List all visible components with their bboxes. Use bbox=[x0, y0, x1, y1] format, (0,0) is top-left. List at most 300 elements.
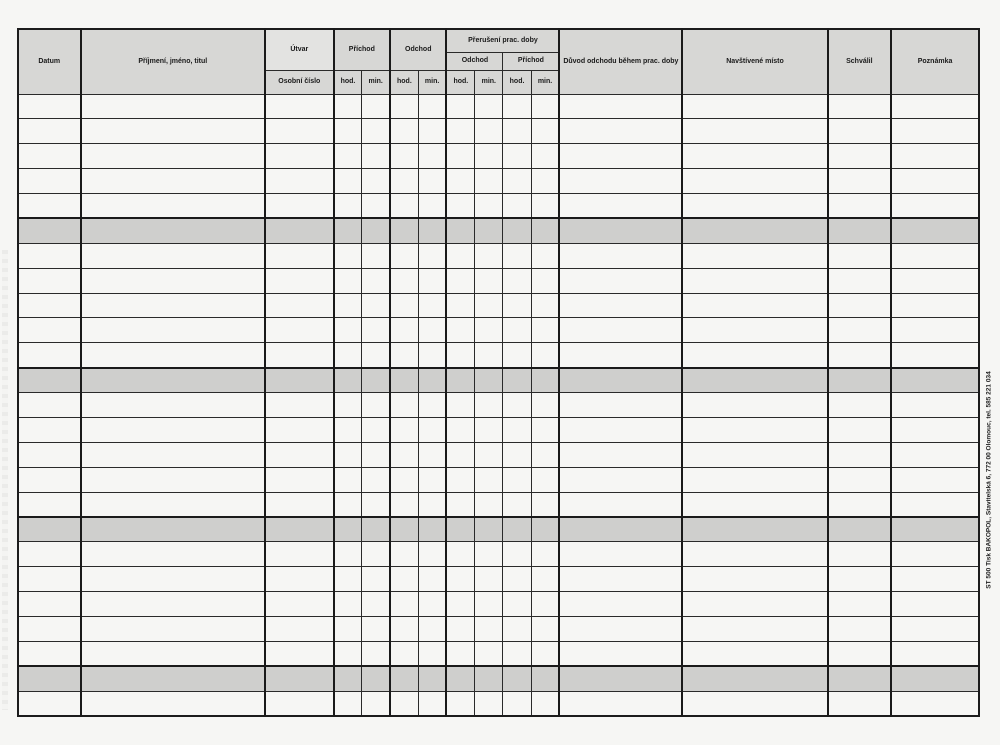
table-cell bbox=[81, 666, 266, 691]
table-cell bbox=[18, 169, 81, 194]
table-cell bbox=[390, 616, 418, 641]
table-cell bbox=[446, 218, 474, 243]
table-cell bbox=[418, 368, 446, 393]
table-cell bbox=[446, 641, 474, 666]
table-cell bbox=[559, 144, 682, 169]
table-cell bbox=[418, 691, 446, 716]
header-departure: Odchod bbox=[390, 29, 446, 70]
table-cell bbox=[334, 144, 362, 169]
table-cell bbox=[390, 94, 418, 119]
header-minute: min. bbox=[418, 70, 446, 94]
table-cell bbox=[891, 542, 979, 567]
table-cell bbox=[81, 393, 266, 418]
table-cell bbox=[891, 218, 979, 243]
table-cell bbox=[475, 194, 503, 219]
header-minute: min. bbox=[531, 70, 559, 94]
table-cell bbox=[475, 243, 503, 268]
table-cell bbox=[334, 94, 362, 119]
table-cell bbox=[362, 467, 390, 492]
header-note: Poznámka bbox=[891, 29, 979, 94]
table-cell bbox=[390, 194, 418, 219]
table-cell bbox=[334, 218, 362, 243]
table-cell bbox=[81, 169, 266, 194]
header-unit: Útvar bbox=[265, 29, 334, 70]
table-cell bbox=[446, 194, 474, 219]
table-cell bbox=[418, 442, 446, 467]
table-cell bbox=[446, 169, 474, 194]
table-cell bbox=[18, 691, 81, 716]
table-cell bbox=[559, 218, 682, 243]
table-cell bbox=[531, 641, 559, 666]
table-cell bbox=[418, 293, 446, 318]
table-cell bbox=[828, 567, 892, 592]
table-cell bbox=[559, 293, 682, 318]
table-cell bbox=[265, 393, 334, 418]
table-cell bbox=[390, 567, 418, 592]
table-cell bbox=[418, 542, 446, 567]
table-cell bbox=[18, 542, 81, 567]
table-cell bbox=[418, 616, 446, 641]
table-cell bbox=[334, 393, 362, 418]
table-cell bbox=[891, 393, 979, 418]
table-cell bbox=[418, 467, 446, 492]
header-interruption-departure: Odchod bbox=[446, 52, 502, 70]
table-cell bbox=[475, 592, 503, 617]
table-cell bbox=[390, 417, 418, 442]
table-cell bbox=[81, 218, 266, 243]
table-cell bbox=[531, 268, 559, 293]
table-cell bbox=[362, 144, 390, 169]
table-cell bbox=[81, 691, 266, 716]
scan-edge bbox=[2, 250, 8, 710]
table-cell bbox=[18, 268, 81, 293]
table-cell bbox=[362, 218, 390, 243]
table-cell bbox=[265, 492, 334, 517]
table-cell bbox=[828, 169, 892, 194]
table-cell bbox=[334, 517, 362, 542]
table-cell bbox=[531, 169, 559, 194]
table-row bbox=[18, 318, 979, 343]
table-cell bbox=[531, 616, 559, 641]
table-cell bbox=[81, 194, 266, 219]
table-cell bbox=[18, 119, 81, 144]
table-cell bbox=[418, 641, 446, 666]
table-cell bbox=[390, 393, 418, 418]
table-cell bbox=[828, 94, 892, 119]
table-cell bbox=[362, 417, 390, 442]
table-cell bbox=[828, 368, 892, 393]
table-cell bbox=[18, 94, 81, 119]
table-cell bbox=[503, 268, 531, 293]
table-cell bbox=[265, 243, 334, 268]
table-row bbox=[18, 666, 979, 691]
table-cell bbox=[503, 194, 531, 219]
table-cell bbox=[418, 592, 446, 617]
table-cell bbox=[362, 517, 390, 542]
table-cell bbox=[390, 517, 418, 542]
table-cell bbox=[828, 616, 892, 641]
table-cell bbox=[334, 417, 362, 442]
table-cell bbox=[81, 492, 266, 517]
table-cell bbox=[362, 343, 390, 368]
table-cell bbox=[682, 666, 827, 691]
header-personal-number: Osobní číslo bbox=[265, 70, 334, 94]
table-cell bbox=[390, 691, 418, 716]
table-cell bbox=[682, 393, 827, 418]
table-cell bbox=[18, 442, 81, 467]
table-cell bbox=[81, 268, 266, 293]
table-cell bbox=[828, 442, 892, 467]
table-cell bbox=[559, 592, 682, 617]
table-cell bbox=[334, 666, 362, 691]
table-cell bbox=[531, 567, 559, 592]
table-cell bbox=[891, 442, 979, 467]
table-cell bbox=[18, 144, 81, 169]
table-cell bbox=[503, 567, 531, 592]
table-cell bbox=[334, 542, 362, 567]
table-cell bbox=[559, 318, 682, 343]
table-cell bbox=[334, 243, 362, 268]
table-cell bbox=[828, 268, 892, 293]
table-cell bbox=[362, 368, 390, 393]
table-cell bbox=[81, 442, 266, 467]
table-cell bbox=[503, 442, 531, 467]
table-cell bbox=[18, 467, 81, 492]
table-cell bbox=[265, 144, 334, 169]
table-cell bbox=[418, 666, 446, 691]
table-cell bbox=[682, 144, 827, 169]
table-cell bbox=[334, 492, 362, 517]
table-cell bbox=[475, 691, 503, 716]
table-cell bbox=[531, 393, 559, 418]
table-cell bbox=[18, 194, 81, 219]
table-cell bbox=[891, 194, 979, 219]
header-minute: min. bbox=[362, 70, 390, 94]
table-cell bbox=[334, 293, 362, 318]
table-cell bbox=[418, 417, 446, 442]
table-cell bbox=[390, 641, 418, 666]
table-cell bbox=[418, 144, 446, 169]
table-cell bbox=[265, 268, 334, 293]
table-cell bbox=[362, 616, 390, 641]
attendance-form-table bbox=[17, 28, 980, 717]
table-cell bbox=[475, 169, 503, 194]
table-cell bbox=[828, 417, 892, 442]
table-cell bbox=[390, 343, 418, 368]
table-cell bbox=[503, 542, 531, 567]
table-cell bbox=[475, 417, 503, 442]
table-cell bbox=[559, 343, 682, 368]
table-cell bbox=[446, 417, 474, 442]
table-cell bbox=[81, 567, 266, 592]
table-cell bbox=[265, 517, 334, 542]
table-cell bbox=[682, 343, 827, 368]
table-cell bbox=[559, 243, 682, 268]
table-cell bbox=[559, 442, 682, 467]
table-cell bbox=[682, 119, 827, 144]
table-cell bbox=[531, 343, 559, 368]
table-cell bbox=[362, 119, 390, 144]
table-cell bbox=[891, 616, 979, 641]
table-cell bbox=[446, 293, 474, 318]
table-cell bbox=[531, 666, 559, 691]
table-cell bbox=[682, 467, 827, 492]
table-cell bbox=[446, 567, 474, 592]
table-cell bbox=[18, 243, 81, 268]
table-cell bbox=[503, 393, 531, 418]
table-cell bbox=[559, 492, 682, 517]
table-cell bbox=[531, 492, 559, 517]
table-cell bbox=[418, 492, 446, 517]
table-cell bbox=[446, 343, 474, 368]
table-cell bbox=[446, 517, 474, 542]
table-cell bbox=[81, 542, 266, 567]
table-cell bbox=[503, 94, 531, 119]
table-cell bbox=[265, 94, 334, 119]
table-cell bbox=[559, 567, 682, 592]
table-cell bbox=[682, 616, 827, 641]
table-cell bbox=[503, 467, 531, 492]
table-cell bbox=[682, 94, 827, 119]
table-cell bbox=[418, 318, 446, 343]
table-cell bbox=[390, 442, 418, 467]
table-cell bbox=[265, 194, 334, 219]
table-row bbox=[18, 567, 979, 592]
table-cell bbox=[334, 318, 362, 343]
table-cell bbox=[828, 666, 892, 691]
table-cell bbox=[334, 592, 362, 617]
table-row bbox=[18, 144, 979, 169]
table-cell bbox=[334, 268, 362, 293]
table-cell bbox=[265, 666, 334, 691]
table-cell bbox=[265, 343, 334, 368]
table-cell bbox=[418, 243, 446, 268]
table-row bbox=[18, 517, 979, 542]
table-cell bbox=[362, 492, 390, 517]
table-cell bbox=[475, 318, 503, 343]
table-cell bbox=[81, 119, 266, 144]
table-cell bbox=[265, 119, 334, 144]
table-cell bbox=[891, 343, 979, 368]
table-cell bbox=[362, 641, 390, 666]
table-cell bbox=[334, 641, 362, 666]
table-cell bbox=[81, 467, 266, 492]
table-cell bbox=[446, 492, 474, 517]
table-cell bbox=[828, 393, 892, 418]
table-row bbox=[18, 492, 979, 517]
table-cell bbox=[418, 268, 446, 293]
table-cell bbox=[475, 542, 503, 567]
table-cell bbox=[682, 442, 827, 467]
table-cell bbox=[18, 417, 81, 442]
table-cell bbox=[265, 467, 334, 492]
table-cell bbox=[362, 542, 390, 567]
table-cell bbox=[891, 94, 979, 119]
table-cell bbox=[503, 616, 531, 641]
table-cell bbox=[81, 318, 266, 343]
table-cell bbox=[559, 666, 682, 691]
table-cell bbox=[265, 616, 334, 641]
table-cell bbox=[828, 641, 892, 666]
table-cell bbox=[81, 94, 266, 119]
table-cell bbox=[81, 417, 266, 442]
table-cell bbox=[18, 393, 81, 418]
table-row bbox=[18, 169, 979, 194]
table-cell bbox=[559, 169, 682, 194]
table-cell bbox=[531, 417, 559, 442]
table-cell bbox=[362, 592, 390, 617]
table-cell bbox=[503, 417, 531, 442]
table-row bbox=[18, 268, 979, 293]
table-cell bbox=[18, 492, 81, 517]
table-cell bbox=[559, 119, 682, 144]
table-cell bbox=[891, 492, 979, 517]
table-cell bbox=[418, 218, 446, 243]
table-cell bbox=[390, 542, 418, 567]
table-cell bbox=[390, 318, 418, 343]
table-cell bbox=[446, 243, 474, 268]
table-cell bbox=[891, 417, 979, 442]
table-cell bbox=[503, 293, 531, 318]
table-cell bbox=[828, 592, 892, 617]
table-cell bbox=[682, 517, 827, 542]
table-cell bbox=[828, 144, 892, 169]
header-hour: hod. bbox=[503, 70, 531, 94]
table-cell bbox=[503, 641, 531, 666]
header-name: Příjmení, jméno, titul bbox=[81, 29, 266, 94]
table-cell bbox=[475, 567, 503, 592]
table-cell bbox=[891, 169, 979, 194]
table-cell bbox=[390, 144, 418, 169]
table-cell bbox=[265, 691, 334, 716]
table-cell bbox=[81, 641, 266, 666]
table-cell bbox=[265, 592, 334, 617]
table-cell bbox=[828, 243, 892, 268]
table-cell bbox=[682, 592, 827, 617]
table-cell bbox=[362, 318, 390, 343]
table-cell bbox=[265, 293, 334, 318]
table-cell bbox=[334, 691, 362, 716]
table-cell bbox=[334, 368, 362, 393]
table-cell bbox=[81, 343, 266, 368]
table-cell bbox=[362, 243, 390, 268]
table-cell bbox=[475, 119, 503, 144]
table-row bbox=[18, 393, 979, 418]
table-row bbox=[18, 343, 979, 368]
table-cell bbox=[891, 293, 979, 318]
table-cell bbox=[418, 393, 446, 418]
table-cell bbox=[362, 567, 390, 592]
table-cell bbox=[891, 592, 979, 617]
table-cell bbox=[559, 368, 682, 393]
table-cell bbox=[531, 144, 559, 169]
header-datum: Datum bbox=[18, 29, 81, 94]
table-cell bbox=[891, 243, 979, 268]
table-cell bbox=[446, 144, 474, 169]
table-cell bbox=[446, 442, 474, 467]
table-cell bbox=[362, 169, 390, 194]
table-cell bbox=[891, 641, 979, 666]
table-cell bbox=[891, 517, 979, 542]
table-cell bbox=[418, 119, 446, 144]
table-cell bbox=[334, 343, 362, 368]
table-cell bbox=[828, 318, 892, 343]
header-visited-place: Navštívené místo bbox=[682, 29, 827, 94]
table-cell bbox=[362, 666, 390, 691]
table-cell bbox=[475, 268, 503, 293]
table-cell bbox=[891, 119, 979, 144]
table-cell bbox=[475, 666, 503, 691]
table-cell bbox=[828, 467, 892, 492]
header-hour: hod. bbox=[334, 70, 362, 94]
table-cell bbox=[531, 542, 559, 567]
table-cell bbox=[503, 691, 531, 716]
table-cell bbox=[18, 343, 81, 368]
table-cell bbox=[503, 119, 531, 144]
table-cell bbox=[18, 218, 81, 243]
table-cell bbox=[18, 616, 81, 641]
table-cell bbox=[334, 194, 362, 219]
table-cell bbox=[531, 442, 559, 467]
table-cell bbox=[682, 641, 827, 666]
table-cell bbox=[334, 467, 362, 492]
table-cell bbox=[265, 442, 334, 467]
table-cell bbox=[828, 691, 892, 716]
table-cell bbox=[682, 243, 827, 268]
printer-imprint bbox=[984, 245, 994, 715]
table-cell bbox=[475, 467, 503, 492]
table-cell bbox=[682, 169, 827, 194]
table-cell bbox=[475, 393, 503, 418]
table-cell bbox=[503, 343, 531, 368]
table-cell bbox=[81, 592, 266, 617]
table-row bbox=[18, 293, 979, 318]
table-cell bbox=[503, 144, 531, 169]
table-cell bbox=[682, 417, 827, 442]
table-cell bbox=[682, 318, 827, 343]
table-cell bbox=[559, 194, 682, 219]
table-row bbox=[18, 641, 979, 666]
table-cell bbox=[390, 368, 418, 393]
table-cell bbox=[891, 368, 979, 393]
table-cell bbox=[559, 542, 682, 567]
table-cell bbox=[531, 94, 559, 119]
table-cell bbox=[828, 343, 892, 368]
table-cell bbox=[418, 567, 446, 592]
table-cell bbox=[81, 616, 266, 641]
table-cell bbox=[503, 592, 531, 617]
table-cell bbox=[475, 144, 503, 169]
table-cell bbox=[475, 616, 503, 641]
table-cell bbox=[390, 218, 418, 243]
table-cell bbox=[531, 293, 559, 318]
table-cell bbox=[265, 417, 334, 442]
table-cell bbox=[682, 368, 827, 393]
table-cell bbox=[475, 218, 503, 243]
table-cell bbox=[18, 567, 81, 592]
table-cell bbox=[362, 393, 390, 418]
table-cell bbox=[446, 592, 474, 617]
table-cell bbox=[446, 393, 474, 418]
table-cell bbox=[362, 293, 390, 318]
table-row bbox=[18, 243, 979, 268]
table-cell bbox=[265, 169, 334, 194]
table-cell bbox=[531, 691, 559, 716]
table-cell bbox=[559, 517, 682, 542]
table-cell bbox=[18, 517, 81, 542]
table-cell bbox=[18, 318, 81, 343]
header-interruption: Přerušení prac. doby bbox=[446, 29, 559, 52]
